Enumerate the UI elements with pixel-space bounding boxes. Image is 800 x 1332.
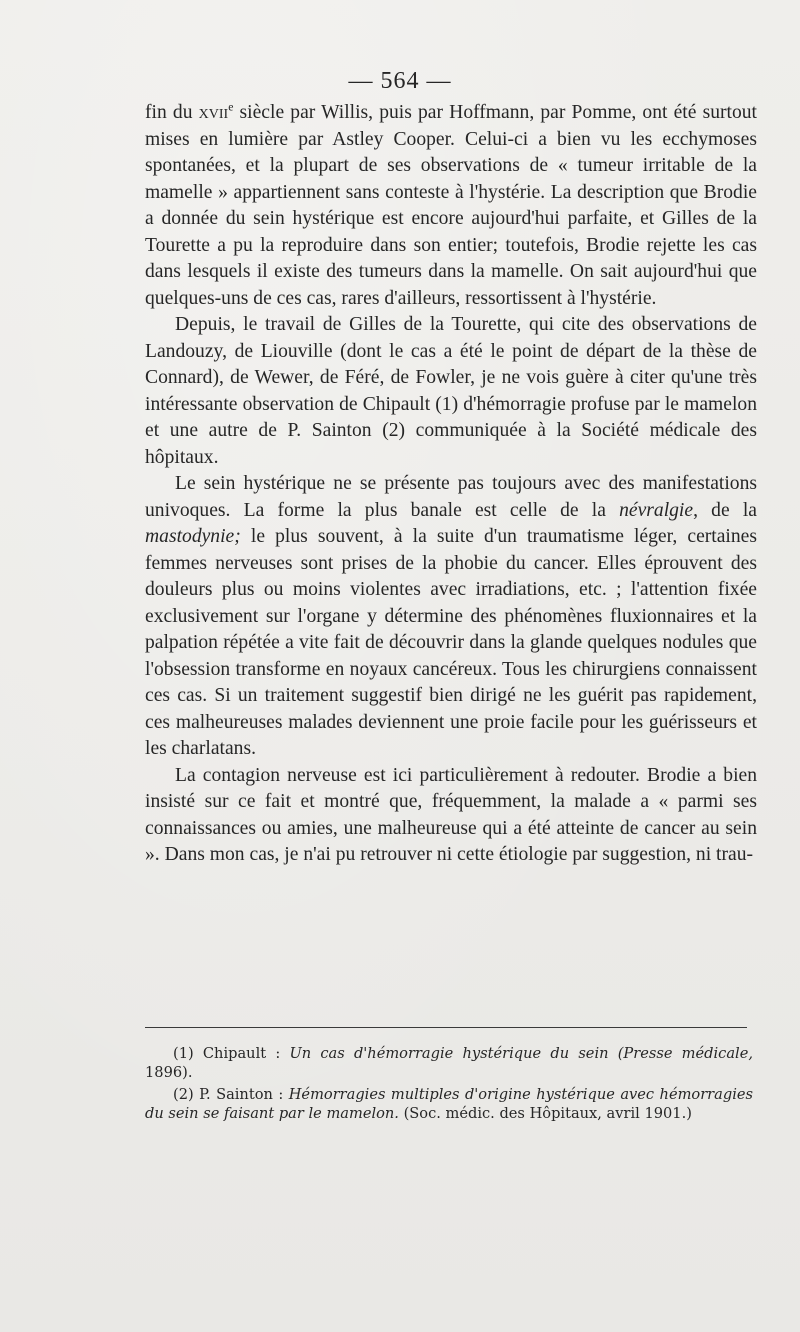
paragraph-2 bbox=[145, 312, 757, 471]
paragraph-3 bbox=[145, 471, 757, 763]
text-segment: 1896). bbox=[145, 1064, 193, 1081]
text-segment: siècle par Willis, puis par Hoffmann, par Pomme, ont été surtout mises en lumière par Astley Cooper. Celui-ci a bien vu les ecchymoses spontanées, et la plupart de ses observations de « tumeur irritable de la mamelle » appartiennent sans conteste à l'hystérie. La description que Brodie a donnée du sein hystérique est encore aujourd'hui parfaite, et Gilles de la Tourette a pu la reproduire dans son entier; toutefois, Brodie rejette les cas dans lesquels il existe des tumeurs dans la mamelle. On sait aujourd'hui que quelques-uns de ces cas, rares d'ailleurs, ressortissent à l'hystérie. bbox=[145, 102, 757, 309]
body-text bbox=[145, 100, 757, 869]
paragraph-4 bbox=[145, 763, 757, 869]
text-segment: e bbox=[228, 100, 234, 114]
text-segment: fin du bbox=[145, 102, 199, 123]
text-segment: névralgie bbox=[619, 499, 694, 521]
text-segment: La contagion nerveuse est ici particulièrement à redouter. Brodie a bien insisté sur ce fait et montré que, fréquemment, la malade a « parmi ses connaissances ou amies, une malheureuse qui a été atteinte de cancer au sein ». Dans mon cas, je n'ai pu retrouver ni cette étiologie par suggestion, ni trau- bbox=[145, 764, 757, 865]
footnote-1 bbox=[145, 1044, 753, 1082]
footnote-divider bbox=[145, 1027, 747, 1028]
text-segment: Depuis, le travail de Gilles de la Tourette, qui cite des observations de Landouzy, de Liouville (dont le cas a été le point de départ de la thèse de Connard), de Wewer, de Féré, de Fowler, je ne vois guère à citer qu'une très intéressante observation de Chipault (1) d'hémorragie profuse par le mamelon et une autre de P. Sainton (2) communiquée à la Société médicale des hôpitaux. bbox=[145, 314, 757, 468]
footnote-2 bbox=[145, 1085, 753, 1123]
text-segment: , de la bbox=[693, 499, 757, 521]
text-segment: Hémorragies multiples d'origine hystérique avec hémorragies du sein se faisant par le mamelon. bbox=[145, 1086, 753, 1122]
text-segment: (Soc. médic. des Hôpitaux, avril 1901.) bbox=[398, 1105, 692, 1122]
text-segment: mastodynie; bbox=[145, 526, 241, 547]
text-segment: Un cas d'hémorragie hystérique du sein (Presse médicale, bbox=[289, 1045, 753, 1062]
text-segment: (1) Chipault : bbox=[173, 1045, 290, 1062]
paragraph-1 bbox=[145, 100, 757, 312]
text-segment: le plus souvent, à la suite d'un traumatisme léger, certaines femmes nerveuses sont prises de la phobie du cancer. Elles éprouvent des douleurs plus ou moins violentes avec irradiations, etc. ; l'attention fixée exclusivement sur l'organe y détermine des phénomènes fluxionnaires et la palpation répétée a vite fait de découvrir dans la glande quelques nodules que l'obsession transforme en noyaux cancéreux. Tous les chirurgiens connaissent ces cas. Si un traitement suggestif bien dirigé ne les guérit pas rapidement, ces malheureuses malades deviennent une proie facile pour les guérisseurs et les charlatans. bbox=[145, 526, 757, 759]
text-segment: (2) P. Sainton : bbox=[173, 1086, 289, 1103]
text-segment: Le sein hystérique ne se présente pas toujours avec des manifestations univoques. La forme la plus banale est celle de la bbox=[145, 473, 757, 521]
text-segment: xvii bbox=[198, 102, 229, 123]
page-number: — 564 — bbox=[348, 68, 452, 94]
footnotes bbox=[145, 1044, 753, 1126]
